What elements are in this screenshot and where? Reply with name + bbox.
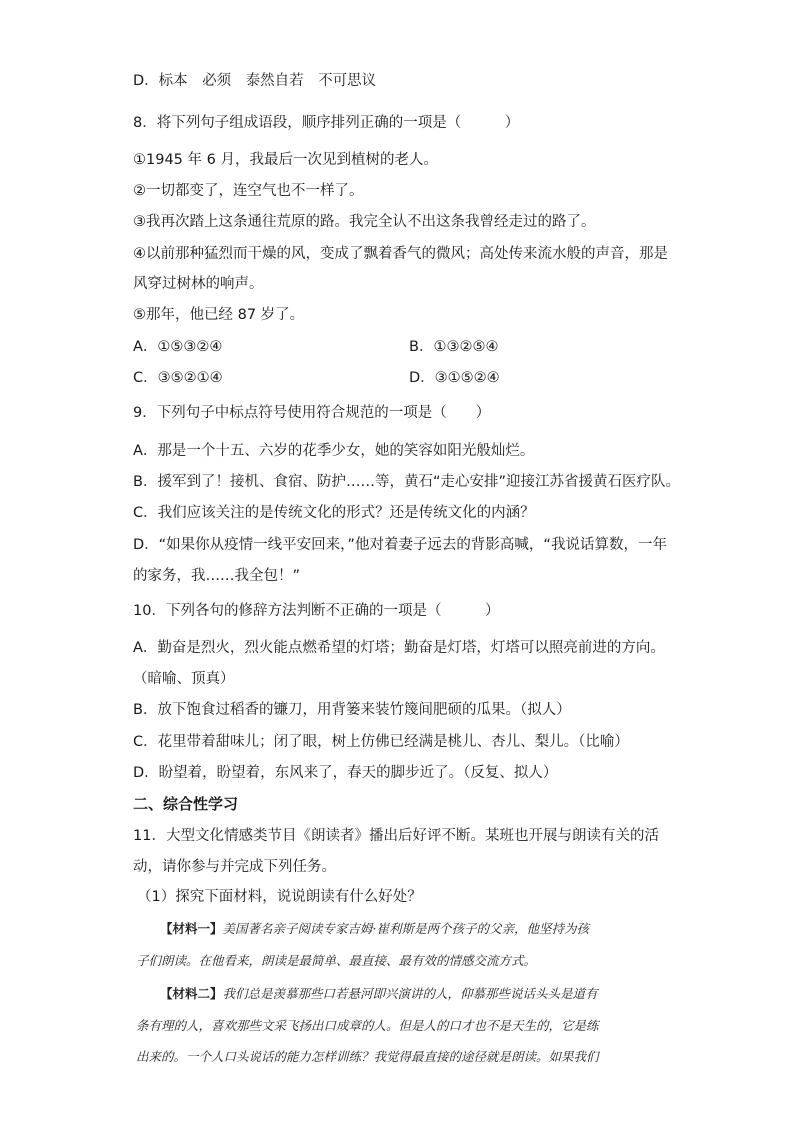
- q10-option-a-cont: （暗喻、顶真）: [133, 671, 235, 687]
- q10-option-d: D．盼望着，盼望着，东风来了，春天的脚步近了。（反复、拟人）: [133, 765, 558, 781]
- q9-option-d: D．“如果你从疫情一线平安回来，”他对着妻子远去的背影高喊，“我说话算数，一年: [133, 537, 667, 553]
- q11-subquestion-1: （1）探究下面材料，说说朗读有什么好处？: [137, 889, 422, 905]
- q10-option-a: A．勤奋是烈火，烈火能点燃希望的灯塔；勤奋是灯塔，灯塔可以照亮前进的方向。: [133, 640, 665, 656]
- q10-option-c: C．花里带着甜味儿；闭了眼，树上仿佛已经满是桃儿、杏儿、梨儿。（比喻）: [133, 734, 629, 750]
- material-1-line-1: [160, 920, 589, 938]
- q8-sentence-4: ④以前那种猛烈而干燥的风，变成了飘着香气的微风；高处传来流水般的声音，那是: [133, 246, 668, 262]
- q8-sentence-4-cont: 风穿过树林的响声。: [133, 276, 264, 292]
- material-2-line-1: [160, 985, 598, 1003]
- q11-stem-cont: 动，请你参与并完成下列任务。: [133, 859, 336, 875]
- q8-sentence-2: ②一切都变了，连空气也不一样了。: [133, 183, 364, 199]
- q8-sentence-5: ⑤那年，他已经 87 岁了。: [133, 307, 305, 323]
- q11-stem: 11．大型文化情感类节目《朗读者》播出后好评不断。某班也开展与朗读有关的活: [133, 828, 659, 844]
- q10-stem: 10．下列各句的修辞方法判断不正确的一项是（ ）: [133, 603, 500, 619]
- q8-option-d: D．③①⑤②④: [409, 370, 500, 386]
- q9-option-c: C．我们应该关注的是传统文化的形式？还是传统文化的内涵？: [133, 505, 535, 521]
- material-1-tag: 【材料一】: [160, 921, 223, 936]
- q8-sentence-1: ①1945 年 6 月，我最后一次见到植树的老人。: [133, 152, 438, 168]
- material-2-line-2: 条有理的人，喜欢那些文采飞扬出口成章的人。但是人的口才也不是天生的，它是练: [136, 1018, 599, 1033]
- q8-stem: 8．将下列句子组成语段，顺序排列正确的一项是（ ）: [133, 115, 520, 131]
- q9-option-b: B．援军到了！接机、食宿、防护……等，黄石“走心安排”迎接江苏省援黄石医疗队。: [133, 474, 680, 490]
- material-1-line-2: 子们朗读。在他看来，朗读是最简单、最直接、最有效的情感交流方式。: [136, 953, 537, 968]
- q9-option-d-cont: 的家务，我……我全包！”: [133, 568, 301, 584]
- q8-option-b: B．①③②⑤④: [409, 339, 499, 355]
- q7-option-d: D．标本 必须 泰然自若 不可思议: [133, 73, 377, 89]
- q9-option-a: A．那是一个十五、六岁的花季少女，她的笑容如阳光般灿烂。: [133, 443, 535, 459]
- material-1-text: 美国著名亲子阅读专家吉姆·崔利斯是两个孩子的父亲，他坚持为孩: [222, 921, 589, 936]
- q8-sentence-3: ③我再次踏上这条通往荒原的路。我完全认不出这条我曾经走过的路了。: [133, 214, 596, 230]
- material-2-text: 我们总是羡慕那些口若悬河即兴演讲的人，仰慕那些说话头头是道有: [222, 986, 598, 1001]
- material-2-tag: 【材料二】: [160, 986, 223, 1001]
- q9-stem: 9．下列句子中标点符号使用符合规范的一项是（ ）: [133, 405, 491, 421]
- q8-option-a: A．①⑤③②④: [133, 339, 223, 355]
- material-2-line-3: 出来的。一个人口头说话的能力怎样训练？我觉得最直接的途径就是朗读。如果我们: [136, 1049, 599, 1064]
- q10-option-b: B．放下饱食过稻香的镰刀，用背篓来装竹篾间肥硕的瓜果。（拟人）: [133, 702, 571, 718]
- section-title: 二、综合性学习: [133, 795, 239, 813]
- q8-option-c: C．③⑤②①④: [133, 370, 223, 386]
